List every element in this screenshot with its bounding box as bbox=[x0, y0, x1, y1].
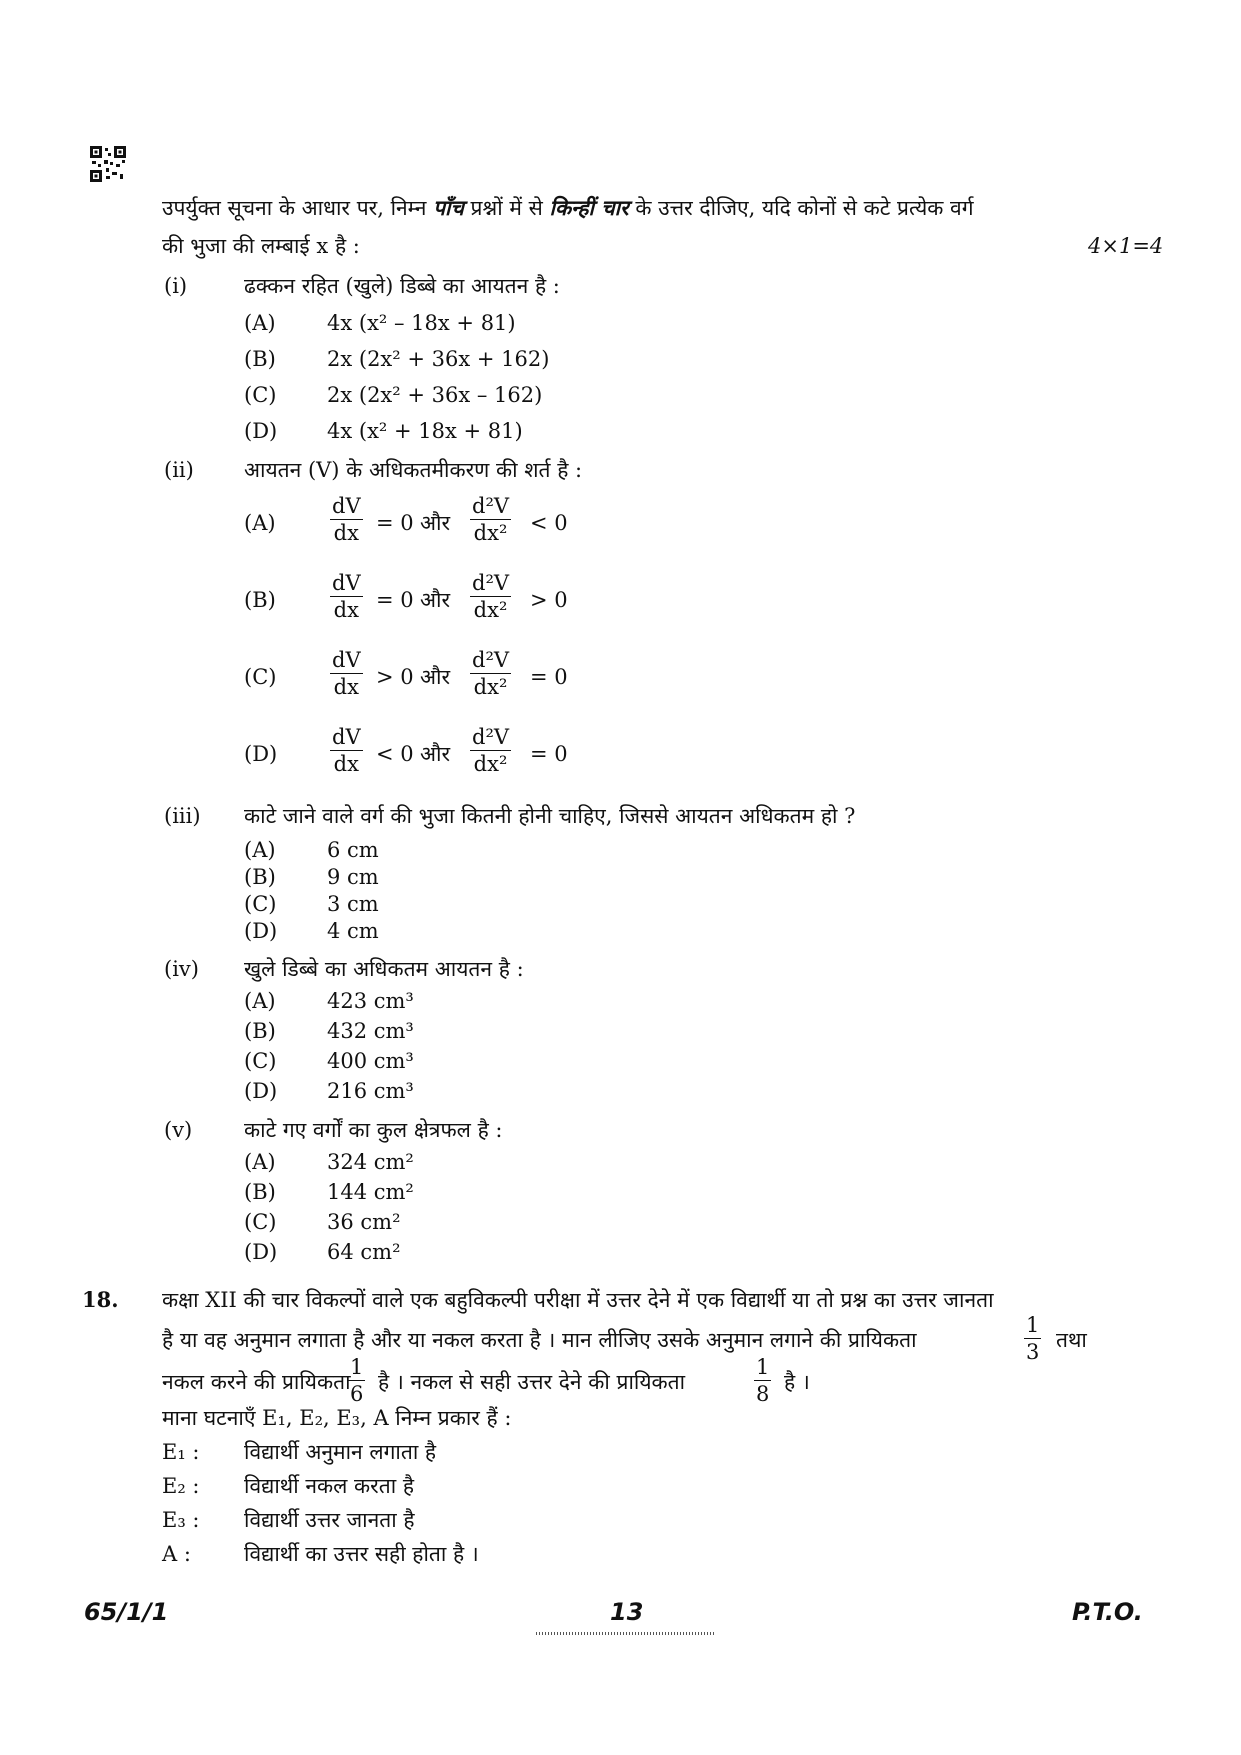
option-text: 2x (2x² + 36x + 162) bbox=[327, 347, 550, 371]
q18-tatha: तथा bbox=[1056, 1328, 1087, 1352]
fraction-one-sixth: $\frac{1}{6}$ bbox=[350, 1355, 364, 1406]
relation: > 0 bbox=[530, 588, 568, 612]
and-word: और bbox=[420, 742, 451, 766]
option-label: (B) bbox=[244, 347, 276, 371]
q18-line-2: है या वह अनुमान लगाता है और या नकल करता है । मान लीजिए उसके अनुमान लगाने की प्रायिकता bbox=[162, 1328, 917, 1352]
event-label: E₃ : bbox=[162, 1508, 200, 1532]
fraction-one-third: $\frac{1}{3}$ bbox=[1026, 1313, 1040, 1364]
option-label: (A) bbox=[244, 511, 276, 535]
option-label: (C) bbox=[244, 665, 277, 689]
event-text: विद्यार्थी अनुमान लगाता है bbox=[244, 1440, 437, 1464]
intro-text-a: उपर्युक्त सूचना के आधार पर, निम्न bbox=[162, 196, 427, 220]
option-text: 64 cm² bbox=[327, 1240, 401, 1264]
event-label: A : bbox=[162, 1542, 191, 1566]
derivative-dv-dx: $\frac{dV}{dx}$ bbox=[332, 725, 361, 776]
event-label: E₁ : bbox=[162, 1440, 200, 1464]
option-text: 400 cm³ bbox=[327, 1049, 414, 1073]
option-label: (B) bbox=[244, 1019, 276, 1043]
option-text: 324 cm² bbox=[327, 1150, 414, 1174]
relation: < 0 bbox=[376, 742, 414, 766]
option-text: 3 cm bbox=[327, 892, 379, 916]
derivative-dv-dx: $\frac{dV}{dx}$ bbox=[332, 648, 361, 699]
paper-code: 65/1/1 bbox=[84, 1598, 169, 1626]
intro-text-e: के उत्तर दीजिए, यदि कोनों से कटे प्रत्येक वर्ग bbox=[635, 196, 974, 220]
option-text: 4x (x² – 18x + 81) bbox=[327, 311, 516, 335]
relation: = 0 bbox=[376, 588, 414, 612]
q18-line-1: कक्षा XII की चार विकल्पों वाले एक बहुविकल्पी परीक्षा में उत्तर देने में एक विद्यार्थी या तो प्रश्न का उत्तर जानता bbox=[162, 1288, 994, 1312]
intro-emphasis-any-four: किन्हीं चार bbox=[549, 195, 629, 220]
second-derivative: $\frac{\text{d²V}}{\text{dx²}}$ bbox=[472, 648, 510, 699]
event-text: विद्यार्थी नकल करता है bbox=[244, 1474, 414, 1498]
subq-number: (iv) bbox=[164, 957, 199, 981]
subq-number: (iii) bbox=[164, 804, 201, 828]
event-label: E₂ : bbox=[162, 1474, 200, 1498]
subq-text: काटे जाने वाले वर्ग की भुजा कितनी होनी चाहिए, जिससे आयतन अधिकतम हो ? bbox=[244, 804, 856, 828]
event-text: विद्यार्थी उत्तर जानता है bbox=[244, 1508, 415, 1532]
second-derivative: $\frac{\text{d²V}}{\text{dx²}}$ bbox=[472, 571, 510, 622]
subq-number: (v) bbox=[164, 1118, 193, 1142]
relation: > 0 bbox=[376, 665, 414, 689]
option-label: (A) bbox=[244, 311, 276, 335]
event-text: विद्यार्थी का उत्तर सही होता है । bbox=[244, 1542, 479, 1566]
option-text: 9 cm bbox=[327, 865, 379, 889]
option-label: (C) bbox=[244, 1210, 277, 1234]
option-text: 4 cm bbox=[327, 919, 379, 943]
footer-barcode bbox=[536, 1632, 716, 1635]
q18-line-3a: नकल करने की प्रायिकता bbox=[162, 1370, 351, 1394]
option-label: (A) bbox=[244, 1150, 276, 1174]
q18-line-4: माना घटनाएँ E₁, E₂, E₃, A निम्न प्रकार हैं : bbox=[162, 1406, 512, 1430]
option-label: (D) bbox=[244, 1079, 278, 1103]
and-word: और bbox=[420, 588, 451, 612]
option-label: (D) bbox=[244, 919, 278, 943]
subq-text: ढक्कन रहित (खुले) डिब्बे का आयतन है : bbox=[244, 274, 560, 298]
page-number: 13 bbox=[610, 1598, 644, 1626]
option-label: (A) bbox=[244, 838, 276, 862]
derivative-dv-dx: $\frac{dV}{dx}$ bbox=[332, 571, 361, 622]
q18-line-3b: है । नकल से सही उत्तर देने की प्रायिकता bbox=[378, 1370, 686, 1394]
qr-code-icon bbox=[90, 146, 126, 182]
option-label: (B) bbox=[244, 1180, 276, 1204]
option-label: (C) bbox=[244, 383, 277, 407]
intro-text-c: प्रश्नों में से bbox=[470, 196, 543, 220]
option-text: 6 cm bbox=[327, 838, 379, 862]
option-label: (C) bbox=[244, 1049, 277, 1073]
derivative-dv-dx: $\frac{dV}{dx}$ bbox=[332, 494, 361, 545]
and-word: और bbox=[420, 511, 451, 535]
second-derivative: $\frac{\text{d²V}}{\text{dx²}}$ bbox=[472, 494, 510, 545]
relation: = 0 bbox=[530, 665, 568, 689]
subq-number: (ii) bbox=[164, 458, 194, 482]
option-label: (C) bbox=[244, 892, 277, 916]
option-text: 4x (x² + 18x + 81) bbox=[327, 419, 523, 443]
subq-text: खुले डिब्बे का अधिकतम आयतन है : bbox=[244, 957, 524, 981]
option-text: 216 cm³ bbox=[327, 1079, 414, 1103]
option-label: (B) bbox=[244, 865, 276, 889]
subq-number: (i) bbox=[164, 274, 188, 298]
fraction-one-eighth: $\frac{1}{8}$ bbox=[756, 1355, 770, 1406]
option-label: (B) bbox=[244, 588, 276, 612]
relation: = 0 bbox=[530, 742, 568, 766]
relation: < 0 bbox=[530, 511, 568, 535]
option-text: 423 cm³ bbox=[327, 989, 414, 1013]
pto-label: P.T.O. bbox=[1072, 1598, 1143, 1626]
second-derivative: $\frac{\text{d²V}}{\text{dx²}}$ bbox=[472, 725, 510, 776]
option-label: (D) bbox=[244, 419, 278, 443]
option-text: 36 cm² bbox=[327, 1210, 401, 1234]
subq-text: काटे गए वर्गों का कुल क्षेत्रफल है : bbox=[244, 1118, 503, 1142]
option-text: 144 cm² bbox=[327, 1180, 414, 1204]
intro-line-1 bbox=[162, 194, 974, 222]
option-text: 2x (2x² + 36x – 162) bbox=[327, 383, 543, 407]
option-label: (A) bbox=[244, 989, 276, 1013]
q18-line-3c: है । bbox=[784, 1370, 810, 1394]
option-label: (D) bbox=[244, 1240, 278, 1264]
question-number: 18. bbox=[82, 1287, 119, 1312]
subq-text: आयतन (V) के अधिकतमीकरण की शर्त है : bbox=[244, 458, 583, 482]
intro-emphasis-five: पाँच bbox=[433, 195, 464, 220]
relation: = 0 bbox=[376, 511, 414, 535]
marks-label: 4×1=4 bbox=[1088, 234, 1164, 258]
and-word: और bbox=[420, 665, 451, 689]
option-label: (D) bbox=[244, 742, 278, 766]
option-text: 432 cm³ bbox=[327, 1019, 414, 1043]
intro-line-2: की भुजा की लम्बाई x है : bbox=[162, 234, 360, 258]
